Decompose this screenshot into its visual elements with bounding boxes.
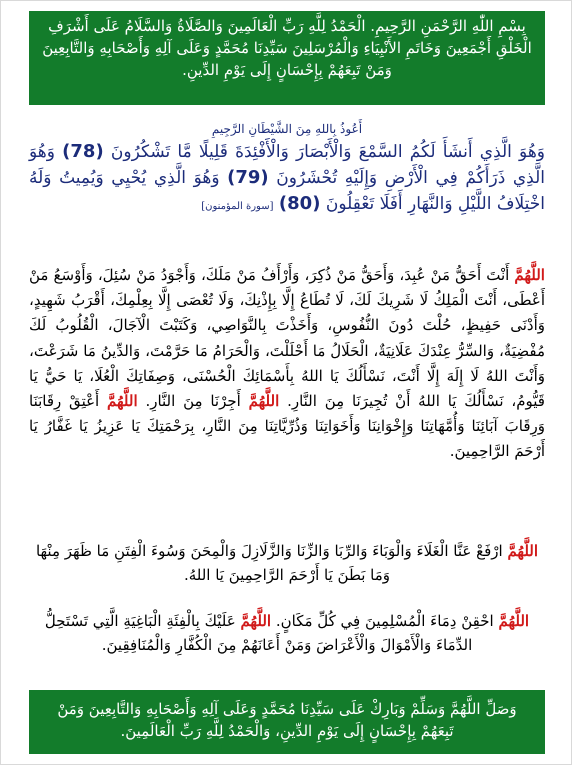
supplication-paragraph-2 <box>29 539 545 587</box>
allahumma-word: اللَّهُمَّ <box>498 612 530 630</box>
istiadha-line: أَعُوذُ بِاللهِ مِنَ الشَّيْطَانِ الرَّجِيمِ <box>211 122 363 136</box>
verse-number-80: (80) <box>278 193 321 214</box>
footer-text: وَصَلِّ اللَّهُمَّ وَسَلِّمْ وَبَارِكْ عَلَى سَيِّدِنَا مُحَمَّدٍ وَعَلَى آلِهِ وَأَصْحَابِهِ وَالتَّابِعِينَ وَمَنْ تَبِعَهُمْ بِإِحْسَانٍ إِلَى يَوْمِ الدِّينِ، وَالْحَمْدُ لِلَّهِ رَبِّ الْعَالَمِينَ. <box>57 700 517 740</box>
supplication-paragraph-3 <box>29 609 545 657</box>
allahumma-word: اللَّهُمَّ <box>514 266 545 284</box>
quran-verses <box>29 139 545 219</box>
header-text: بِسْمِ اللّٰهِ الرَّحْمَنِ الرَّحِيمِ. الْحَمْدُ لِلَّهِ رَبِّ الْعَالَمِينَ وَالصَّلَاةُ وَالسَّلَامُ عَلَى أَشْرَفِ الْخَلْقِ أَجْمَعِينَ وَخَاتَمِ الأَنْبِيَاءِ وَالْمُرْسَلِينَ سَيِّدِنَا مُحَمَّدٍ وَعَلَى آلِهِ وَأَصْحَابِهِ وَالتَّابِعِينَ وَمَنْ تَبِعَهُمْ بِإِحْسَانٍ إِلَى يَوْمِ الدِّينِ. <box>42 17 532 79</box>
verse-80-text: وَهُوَ الَّذِي يُحْيِي وَيُمِيتُ وَلَهُ اخْتِلَافُ اللَّيْلِ وَالنَّهَارِ أَفَلَا تَعْقِلُونَ <box>29 168 545 214</box>
allahumma-word: اللَّهُمَّ <box>507 542 539 560</box>
verse-78-text: وَهُوَ الَّذِي أَنشَأَ لَكُمُ السَّمْعَ وَالْأَبْصَارَ وَالْأَفْئِدَةَ قَلِيلًا مَّا تَشْكُرُونَ <box>110 142 546 162</box>
supplication-text: احْقِنْ دِمَاءَ الْمُسْلِمِينَ فِي كُلِّ مَكَانٍ. <box>275 612 494 630</box>
supplication-text: عَلَيْكَ بِالْفِئَةِ الْبَاغِيَةِ الَّتِي تَسْتَحِلُّ الدِّمَاءَ وَالْأَمْوَالَ وَالْأَعْرَاضَ وَمَنْ أَعَانَهُمْ مِنَ الْكُفَّارِ وَالْمُنَافِقِينَ. <box>44 612 473 654</box>
verse-number-79: (79) <box>227 167 269 188</box>
verse-number-78: (78) <box>62 141 104 162</box>
supplication-text: أَعْتِقْ رِقَابَنَا وَرِقَابَ آبَائِنَا وَأُمَّهَاتِنَا وَإِخْوَانِنَا وَأَخَوَاتِنَا وَذُرِّيَّاتِنَا مِنَ النَّارِ، بِرَحْمَتِكَ يَا عَزِيزُ يَا غَفَّارُ يَا أَرْحَمَ الرَّاحِمِينَ. <box>29 392 545 461</box>
footer-band <box>29 690 545 754</box>
allahumma-word: اللَّهُمَّ <box>107 392 138 411</box>
supplication-text: أَنْتَ أَحَقُّ مَنْ عُبِدَ، وَأَحَقُّ مَنْ ذُكِرَ، وَأَرْأَفُ مَنْ مَلَكَ، وَأَجْوَدُ مَنْ سُئِلَ، وَأَوْسَعُ مَنْ أَعْطَى، أَنْتَ الْمَلِكُ لَا شَرِيكَ لَكَ، لَا تُطَاعُ إِلَّا بِإِذْنِكَ، وَلَا تُعْصَى إِلَّا بِعِلْمِكَ، أَقْرَبُ شَهِيدٍ، وَأَدْنَى حَفِيظٍ، حُلْتَ دُونَ النُّفُوسِ، وَأَخَذْتَ بِالنَّوَاصِي، وَكَتَبْتَ الْآجَالَ، الْقُلُوبُ لَكَ مُفْضِيَةٌ، وَالسِّرُّ عِنْدَكَ عَلَانِيَةٌ، الْحَلَالُ مَا أَحْلَلْتَ، وَالْحَرَامُ مَا حَرَّمْتَ، وَالدِّينُ مَا شَرَعْتَ، وَأَنْتَ اللهُ لَا إِلَهَ إِلَّا أَنْتَ، نَسْأَلُكَ يَا اللهُ بِأَسْمَائِكَ الْحُسْنَى، وَصِفَاتِكَ الْعُلَا، يَا حَيُّ يَا قَيُّومُ، نَسْأَلُكَ يَا اللهُ أَنْ تُجِيرَنَا مِنَ النَّارِ. <box>29 266 545 411</box>
supplication-text: ارْفَعْ عَنَّا الْغَلَاءَ وَالْوَبَاءَ وَالرِّبَا وَالزِّنَا وَالزَّلَازِلَ وَالْمِحَنَ وَسُوءَ الْفِتَنِ مَا ظَهَرَ مِنْهَا وَمَا بَطَنَ يَا أَرْحَمَ الرَّاحِمِينَ يَا اللهُ. <box>35 542 503 584</box>
allahumma-word: اللَّهُمَّ <box>248 392 280 411</box>
allahumma-word: اللَّهُمَّ <box>240 612 272 630</box>
header-band <box>29 11 545 105</box>
surah-reference: [سورة المؤمنون] <box>201 201 274 212</box>
supplication-text: أَجِرْنَا مِنَ النَّارِ. <box>145 392 241 411</box>
verse-79-text: وَهُوَ الَّذِي ذَرَأَكُمْ فِي الْأَرْضِ وَإِلَيْهِ تُحْشَرُونَ <box>29 142 545 188</box>
supplication-paragraph-1 <box>29 263 545 465</box>
